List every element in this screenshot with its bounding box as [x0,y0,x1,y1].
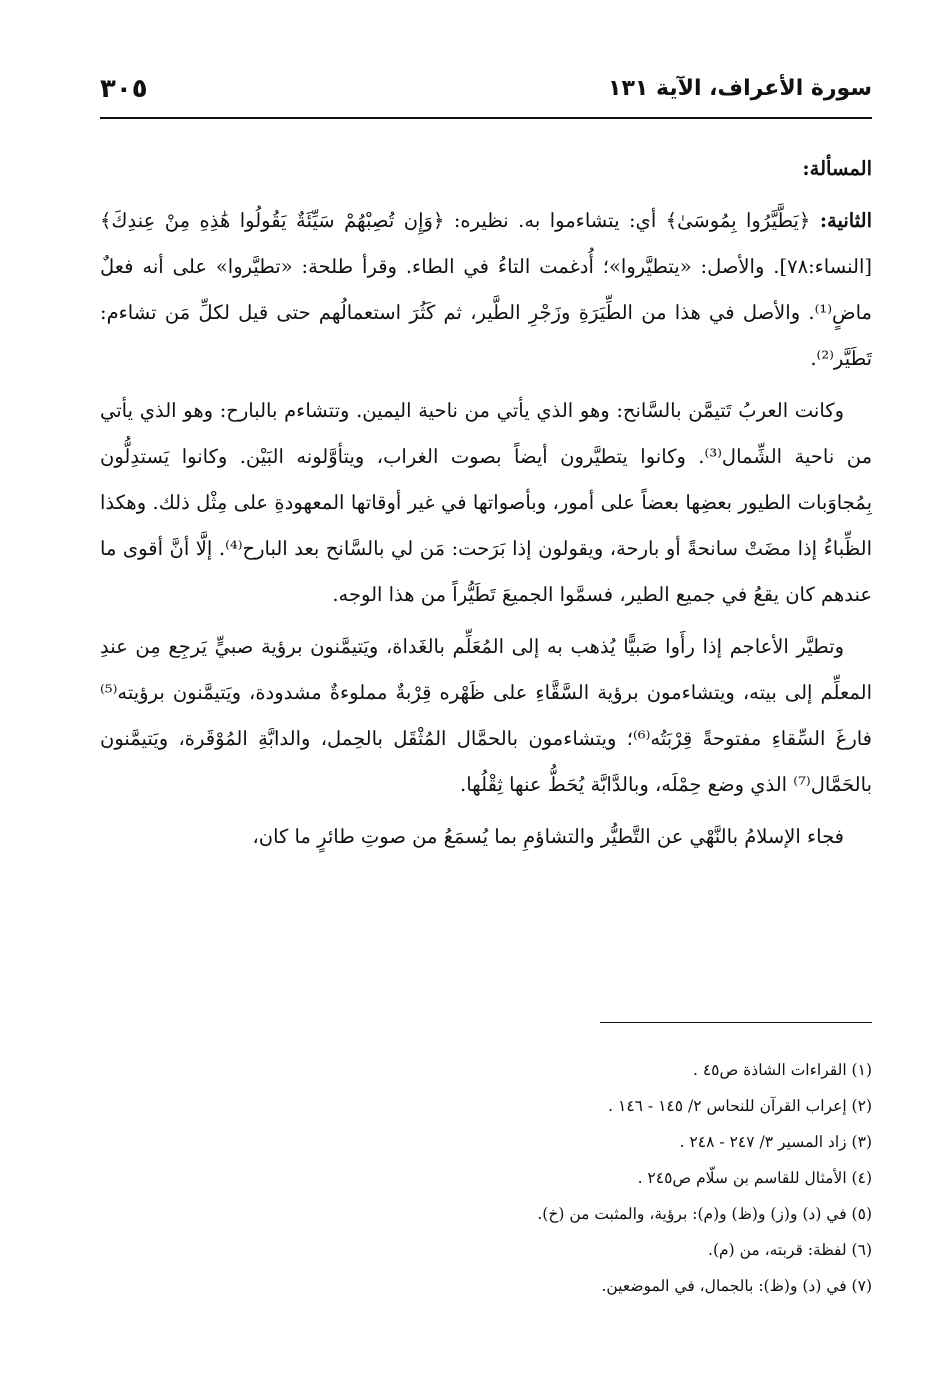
paragraph-1-text: ﴿يَطَّيَّرُوا بِمُوسَىٰ﴾ أي: يتشاءموا به. نظيره: ﴿وَإِن تُصِبْهُمْ سَيِّئَةٌ يَقُولُوا هَٰذِهِ مِنْ عِندِكَ﴾ [النساء:٧٨]. والأصل: «يتطيَّروا»؛ أُدغمت التاءُ في الطاء. وقرأ طلحة: «تطيَّروا» على أنه فعلٌ ماضٍ⁽¹⁾. والأصل في هذا من الطِّيَرَةِ وزَجْرِ الطَّير، ثم كَثُرَ استعمالُهم حتى قيل لكلِّ مَن تشاءم: تَطَيَّر⁽²⁾. [100,209,872,370]
paragraph-3: وتطيَّر الأعاجم إذا رأَوا صَبيًّا يُذهب به إلى المُعَلِّم بالغَداة، ويَتيمَّنون برؤية صبيٍّ يَرجِع مِن عندِ المعلِّم إلى بيته، ويتشاءمون برؤية السَّقَّاءِ على ظَهْره قِرْبةٌ مملوءةٌ مشدودة، ويَتيمَّنون برؤيته⁽⁵⁾ فارغَ السِّقاءِ مفتوحةً قِرْبَتُه⁽⁶⁾؛ ويتشاءمون بالحمَّال المُثْقَل بالحِمل، والدابَّةِ المُوْقَرة، ويَتيمَّنون بالحَمَّال⁽⁷⁾ الذي وضع حِمْلَه، وبالدَّابَّة يُحَطُّ عنها ثِقْلُها. [100,635,872,796]
running-title: سورة الأعراف، الآية ١٣١ [608,76,872,101]
footnotes-list [100,1052,872,1304]
footnote-7: (٧) في (د) و(ظ): بالجمال، في الموضعين. [601,1277,872,1295]
section-heading: المسألة: [802,157,872,180]
page-number: ٣٠٥ [100,74,148,104]
paragraph-4: فجاء الإسلامُ بالنَّهْي عن التَّطيُّر والتشاؤمِ بما يُسمَعُ من صوتِ طائرٍ ما كان، [252,825,844,848]
footnote-2: (٢) إعراب القرآن للنحاس ٢/ ١٤٥ - ١٤٦ . [608,1097,872,1115]
header-rule [100,117,872,119]
running-header [100,72,872,114]
paragraph-1-lead: الثانية: [819,209,872,232]
paragraph-1 [100,198,872,382]
footnote-rule [600,1022,872,1023]
footnote-6: (٦) لفظة: قربته، من (م). [708,1241,872,1259]
footnote-4: (٤) الأمثال للقاسم بن سلّام ص٢٤٥ . [637,1169,872,1187]
footnote-3: (٣) زاد المسير ٣/ ٢٤٧ - ٢٤٨ . [679,1133,872,1151]
footnote-1: (١) القراءات الشاذة ص٤٥ . [693,1061,872,1079]
paragraph-2: وكانت العربُ تَتيمَّن بالسَّانح: وهو الذي يأتي من ناحية اليمين. وتتشاءم بالبارح: وهو الذي يأتي من ناحية الشِّمال⁽³⁾. وكانوا يتطيَّرون أيضاً بصوت الغراب، ويتأوَّلونه البَيْن. وكانوا يَستدِلُّون بِمُجاوَبات الطيور بعضِها بعضاً على أمور، وبأصواتها في غير أوقاتها المعهودةِ على مِثْل ذلك. وهكذا الظِّباءُ إذا مضَتْ سانحةً أو بارحة، ويقولون إذا بَرَحت: مَن لي بالسَّانح بعد البارح⁽⁴⁾. إلَّا أنَّ أقوى ما عندهم كان يقعُ في جميع الطير، فسمَّوا الجميعَ تَطَيُّراً من هذا الوجه. [100,399,873,606]
footnote-5: (٥) في (د) و(ز) و(ظ) و(م): برؤية، والمثبت من (خ). [537,1205,872,1223]
main-text [100,146,872,866]
